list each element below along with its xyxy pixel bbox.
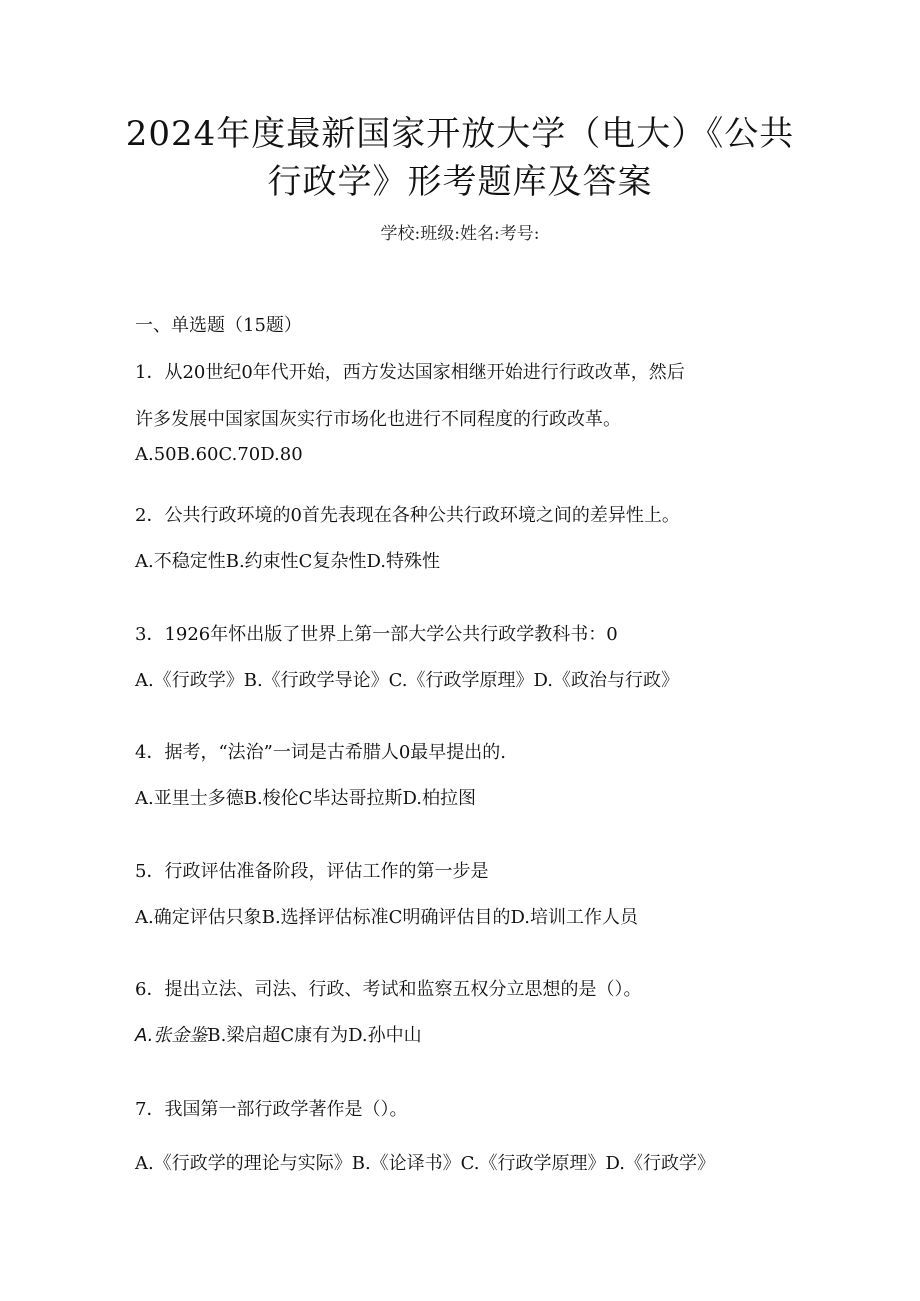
section-heading: 一、单选题（15题） xyxy=(135,315,302,336)
question-2-stem: 2．公共行政环境的0首先表现在各种公共行政环境之间的差异性上。 xyxy=(135,505,680,526)
question-1-options: A.50B.60C.70D.80 xyxy=(135,444,303,465)
question-3-options: A.《行政学》B.《行政学导论》C.《行政学原理》D.《政治与行政》 xyxy=(135,670,680,691)
question-2-options: A.不稳定性B.约束性C复杂性D.特殊性 xyxy=(135,551,440,572)
question-1-stem-line-2: 许多发展中国家国灰实行市场化也进行不同程度的行政改革。 xyxy=(135,409,621,430)
question-7-options: A.《行政学的理论与实际》B.《论译书》C.《行政学原理》D.《行政学》 xyxy=(135,1153,716,1174)
question-6-stem: 6．提出立法、司法、行政、考试和监察五权分立思想的是（）。 xyxy=(135,979,642,1000)
question-4-options: A.亚里士多德B.梭伦C毕达哥拉斯D.柏拉图 xyxy=(135,788,476,809)
document-title-line-1: 2024年度最新国家开放大学（电大）《公共 xyxy=(125,114,795,154)
student-info-line: 学校:班级:姓名:考号: xyxy=(380,224,540,244)
question-4-stem: 4．据考，“法治”一词是古希腊人0最早提出的. xyxy=(135,742,507,763)
question-6-option-a: A.张金鉴 xyxy=(135,1025,208,1046)
question-6-options xyxy=(135,1023,422,1049)
question-3-stem: 3．1926年怀出版了世界上第一部大学公共行政学教科书：0 xyxy=(135,624,618,645)
question-1-stem-line-1: 1．从20世纪0年代开始，西方发达国家相继开始进行行政改革，然后 xyxy=(135,362,685,383)
question-5-stem: 5．行政评估准备阶段，评估工作的第一步是 xyxy=(135,861,489,882)
question-7-stem: 7．我国第一部行政学著作是（）。 xyxy=(135,1099,408,1120)
question-6-options-rest: B.梁启超C康有为D.孙中山 xyxy=(207,1025,422,1046)
document-title-line-2: 行政学》形考题库及答案 xyxy=(267,162,653,202)
question-5-options: A.确定评估只象B.选择评估标准C明确评估目的D.培训工作人员 xyxy=(135,907,638,928)
